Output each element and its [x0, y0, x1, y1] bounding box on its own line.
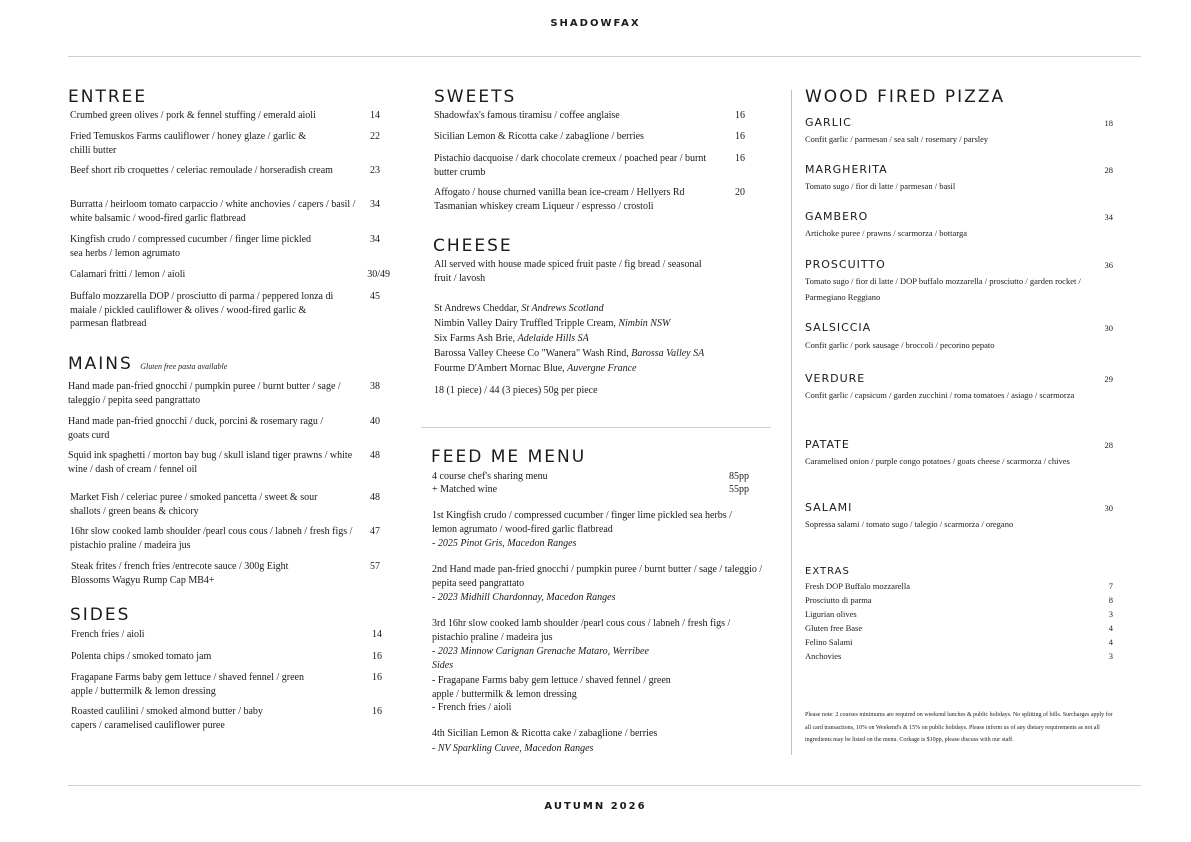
policy-footnote: Please note: 2 courses minimums are required on weekend lunches & public holidays. No splitting of bills. Surcharges apply for all card transactions, 10% on Weekend's & 15% on public holidays. Please inform us of any dietary requirements as not all ingredients may be listed on the menu. Corkage is $10pp, please discuss with our staff. [805, 712, 1113, 743]
cheese-origin: St Andrews Scotland [521, 303, 604, 314]
feed-me-price: 85pp [729, 471, 749, 482]
menu-item-description: Hand made pan-fried gnocchi / pumpkin puree / burnt butter / sage / taleggio / pepita seed pangrattato [68, 381, 341, 406]
sides-heading: SIDES [70, 605, 131, 625]
feed-me-course-count: 4 course chef's sharing menu [432, 471, 548, 482]
extra-name: Anchovies [805, 651, 842, 661]
menu-item-description: Pistachio dacquoise / dark chocolate cremeux / poached pear / burnt butter crumb [434, 153, 707, 178]
cheese-name: Six Farms Ash Brie, [434, 333, 518, 344]
menu-item-description: Shadowfax's famous tiramisu / coffee anglaise [434, 110, 620, 121]
cheese-name: Barossa Valley Cheese Co "Wanera" Wash Rind, [434, 348, 632, 359]
menu-item-price: 16 [735, 131, 745, 142]
pizza-description: Caramelised onion / purple congo potatoes / goats cheese / scarmorza / chives [805, 456, 1070, 466]
menu-item-description: Polenta chips / smoked tomato jam [71, 651, 212, 662]
menu-item-description: Buffalo mozzarella DOP / prosciutto di parma / peppered lonza di maiale / pickled cauliflower & olives / wood-fired garlic & parmesan flatbread [70, 291, 334, 329]
menu-item-price: 16 [735, 110, 745, 121]
feed-me-sides-label: Sides [432, 660, 454, 671]
cheese-item [434, 316, 764, 331]
feed-me-wine-pairing: - 2025 Pinot Gris, Macedon Ranges [432, 538, 577, 549]
menu-item-description: Roasted caulilini / smoked almond butter / baby capers / caramelised cauliflower puree [71, 706, 263, 731]
restaurant-name: SHADOWFAX [550, 18, 641, 29]
menu-item-price: 16 [735, 153, 745, 164]
pizza-description: Confit garlic / pork sausage / broccoli / pecorino pepato [805, 340, 995, 350]
extra-price: 7 [1108, 581, 1113, 591]
sweets-heading: SWEETS [434, 87, 517, 107]
cheese-intro: All served with house made spiced fruit paste / fig bread / seasonal fruit / lavosh [434, 259, 702, 284]
pizza-price: 18 [1104, 118, 1113, 128]
menu-item-description: Crumbed green olives / pork & fennel stuffing / emerald aioli [70, 110, 316, 121]
pizza-description: Confit garlic / parmesan / sea salt / rosemary / parsley [805, 134, 989, 144]
menu-item-description: Calamari fritti / lemon / aioli [70, 269, 186, 280]
pizza-price: 29 [1104, 374, 1113, 384]
pizza-description: Artichoke puree / prawns / scarmorza / bottarga [805, 228, 967, 238]
gluten-free-note: Gluten free pasta available [140, 362, 228, 371]
feed-me-wine-pairing: - 2023 Minnow Carignan Grenache Mataro, Werribee [432, 646, 649, 657]
menu-item-price: 14 [372, 629, 382, 640]
menu-item-description: Squid ink spaghetti / morton bay bug / skull island tiger prawns / white wine / dash of cream / fennel oil [68, 450, 353, 475]
pizza-name: SALSICCIA [805, 321, 872, 334]
pizza-price: 34 [1104, 212, 1113, 222]
feed-me-side: - Fragapane Farms baby gem lettuce / shaved fennel / green apple / buttermilk & lemon dressing [432, 675, 671, 700]
column-divider [791, 90, 792, 755]
menu-item-price: 48 [370, 450, 380, 461]
menu-item-description: Steak frites / french fries /entrecote sauce / 300g Eight Blossoms Wagyu Rump Cap MB4+ [71, 561, 289, 586]
footer-divider [68, 785, 1141, 786]
feed-me-course: 4th Sicilian Lemon & Ricotta cake / zabaglione / berries [432, 728, 658, 739]
extra-item [805, 623, 1113, 633]
header-divider [68, 56, 1141, 57]
extra-item [805, 637, 1113, 647]
pizza-description: Tomato sugo / fior di latte / parmesan / basil [805, 181, 956, 191]
menu-item-price: 16 [372, 706, 382, 717]
mains-title: MAINS [68, 354, 133, 374]
mains-heading [68, 356, 227, 373]
pizza-price: 28 [1104, 165, 1113, 175]
feed-me-wine-pairing: - 2023 Midhill Chardonnay, Macedon Ranges [432, 592, 616, 603]
cheese-name: St Andrews Cheddar, [434, 303, 522, 314]
menu-item-description: French fries / aioli [71, 629, 145, 640]
cheese-origin: Adelaide Hills SA [517, 333, 589, 344]
menu-item-description: Market Fish / celeriac puree / smoked pancetta / sweet & sour shallots / green beans & chicory [70, 492, 318, 517]
extra-price: 3 [1108, 609, 1113, 619]
menu-item-description: Affogato / house churned vanilla bean ice-cream / Hellyers Rd Tasmanian whiskey cream Liqueur / espresso / crostoli [434, 187, 685, 212]
feed-me-wine-pairing: - NV Sparkling Cuvee, Macedon Ranges [432, 743, 594, 754]
cheese-heading: CHEESE [433, 236, 513, 256]
cheese-origin: Auvergne France [567, 363, 637, 374]
cheese-pricing: 18 (1 piece) / 44 (3 pieces) 50g per piece [434, 385, 598, 396]
menu-item-description: Hand made pan-fried gnocchi / duck, porcini & rosemary ragu / goats curd [68, 416, 324, 441]
extra-price: 4 [1108, 623, 1113, 633]
extra-item [805, 581, 1113, 591]
menu-item-price: 45 [370, 291, 380, 302]
menu-item-description: Fragapane Farms baby gem lettuce / shaved fennel / green apple / buttermilk & lemon dressing [71, 672, 304, 697]
extras-heading: EXTRAS [805, 566, 850, 577]
pizza-description: Sopressa salami / tomato sugo / talegio / scarmorza / oregano [805, 519, 1014, 529]
menu-item-description: 16hr slow cooked lamb shoulder /pearl cous cous / labneh / fresh figs / pistachio praline / madeira jus [70, 526, 353, 551]
menu-item-price: 40 [370, 416, 380, 427]
pizza-price: 30 [1104, 323, 1113, 333]
extra-name: Felino Salami [805, 637, 853, 647]
pizza-price: 28 [1104, 440, 1113, 450]
feed-me-matched-wine: + Matched wine [432, 484, 498, 495]
cheese-item [434, 301, 764, 316]
extra-item [805, 595, 1113, 605]
section-divider [421, 427, 771, 428]
extra-name: Ligurian olives [805, 609, 857, 619]
entree-heading: ENTREE [68, 87, 148, 107]
cheese-item [434, 361, 764, 376]
pizza-name: GAMBERO [805, 210, 869, 223]
menu-item-price: 34 [370, 234, 380, 245]
pizza-name: MARGHERITA [805, 163, 888, 176]
feed-me-course: 3rd 16hr slow cooked lamb shoulder /pearl cous cous / labneh / fresh figs / pistachio praline / madeira jus [432, 618, 731, 643]
season-label: AUTUMN 2026 [544, 801, 647, 812]
pizza-heading: WOOD FIRED PIZZA [805, 87, 1006, 107]
extra-price: 4 [1108, 637, 1113, 647]
pizza-price: 36 [1104, 260, 1113, 270]
menu-item-price: 38 [370, 381, 380, 392]
extra-item [805, 651, 1113, 661]
menu-item-description: Fried Temuskos Farms cauliflower / honey glaze / garlic & chilli butter [70, 131, 307, 156]
feed-me-side: - French fries / aioli [432, 702, 512, 713]
menu-item-price: 20 [735, 187, 745, 198]
menu-item-description: Beef short rib croquettes / celeriac remoulade / horseradish cream [70, 165, 333, 176]
menu-item-price: 48 [370, 492, 380, 503]
pizza-name: VERDURE [805, 372, 866, 385]
pizza-description: Confit garlic / capsicum / garden zucchini / roma tomatoes / asiago / scarmorza [805, 390, 1075, 400]
menu-item-price: 30/49 [367, 269, 390, 280]
pizza-name: PATATE [805, 438, 850, 451]
extra-item [805, 609, 1113, 619]
pizza-name: PROSCUITTO [805, 258, 886, 271]
menu-item-description: Kingfish crudo / compressed cucumber / finger lime pickled sea herbs / lemon agrumato [70, 234, 312, 259]
menu-item-price: 57 [370, 561, 380, 572]
menu-item-description: Sicilian Lemon & Ricotta cake / zabaglione / berries [434, 131, 644, 142]
extra-name: Gluten free Base [805, 623, 863, 633]
extra-price: 3 [1108, 651, 1113, 661]
cheese-origin: Nimbin NSW [618, 318, 671, 329]
feed-me-course: 2nd Hand made pan-fried gnocchi / pumpkin puree / burnt butter / sage / taleggio / pepita seed pangrattato [432, 564, 763, 589]
extra-name: Prosciutto di parma [805, 595, 872, 605]
cheese-origin: Barossa Valley SA [631, 348, 705, 359]
feed-me-course: 1st Kingfish crudo / compressed cucumber / finger lime pickled sea herbs / lemon agrumato / wood-fired garlic flatbread [432, 510, 732, 535]
menu-item-price: 23 [370, 165, 380, 176]
pizza-description: Tomato sugo / fior di latte / DOP buffalo mozzarella / prosciutto / garden rocket / Parmegiano Reggiano [805, 276, 1081, 302]
cheese-name: Fourme D'Ambert Mornac Blue, [434, 363, 568, 374]
cheese-name: Nimbin Valley Dairy Truffled Tripple Cream, [434, 318, 619, 329]
feed-me-wine-price: 55pp [729, 484, 749, 495]
menu-item-price: 16 [372, 672, 382, 683]
extra-price: 8 [1108, 595, 1113, 605]
pizza-name: GARLIC [805, 116, 852, 129]
cheese-item [434, 331, 764, 346]
feed-me-heading: FEED ME MENU [431, 447, 587, 467]
menu-item-price: 16 [372, 651, 382, 662]
menu-item-price: 14 [370, 110, 380, 121]
menu-item-price: 47 [370, 526, 380, 537]
pizza-name: SALAMI [805, 501, 853, 514]
cheese-item [434, 346, 764, 361]
pizza-price: 30 [1104, 503, 1113, 513]
extra-name: Fresh DOP Buffalo mozzarella [805, 581, 911, 591]
menu-item-price: 34 [370, 199, 380, 210]
menu-item-price: 22 [370, 131, 380, 142]
menu-item-description: Burratta / heirloom tomato carpaccio / white anchovies / capers / basil / white balsamic / wood-fired garlic flatbread [70, 199, 356, 224]
